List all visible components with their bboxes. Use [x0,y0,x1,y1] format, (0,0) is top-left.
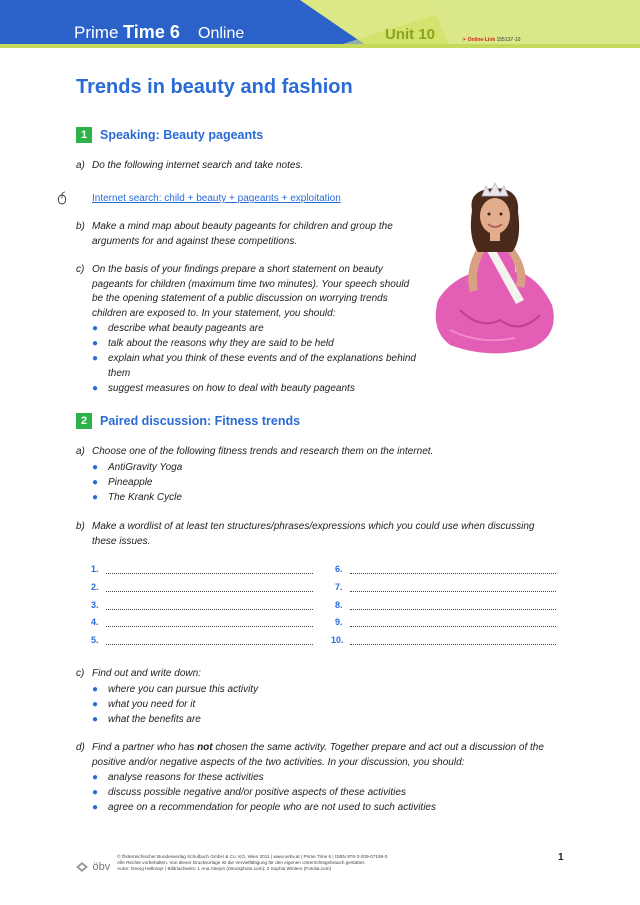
wordlist-number: 9. [335,617,343,627]
page-title: Trends in beauty and fashion [76,76,353,98]
task-2d: d) Find a partner who has not chosen the same activity. Together prepare and act out a discussion of the positive and/or negative aspects of the two activities. In your discussion, you should: ● analyse reasons for these activities ● discuss possible negative and/or positive aspects of these activities ● agree on a recommendation for people who are not used to such activities [76,741,556,815]
wordlist-number: 7. [335,582,343,592]
task-1c: c) On the basis of your findings prepare a short statement on beauty pageants for children (maximum time two minutes). Your speech should be the opening statement of a public discussion on worrying trends children are exposed to. In your statement, you should: ● describe what beauty pageants are ● talk about the reasons why they are said to be held ● explain what you think of these events and of the explanations behind them ● suggest measures on how to deal with beauty pageants [76,264,416,394]
wordlist-input-line[interactable] [106,591,313,592]
section-title: Speaking: Beauty pageants [100,128,264,142]
task-2a: a) Choose one of the following fitness trends and research them on the internet. ● AntiGravity Yoga ● Pineapple ● The Krank Cycle [76,445,556,505]
section-title: Paired discussion: Fitness trends [100,414,301,428]
section-number: 1 [76,127,92,143]
wordlist-input-line[interactable] [350,591,556,592]
publisher-logo-icon [76,862,88,872]
wordlist-number: 10. [331,635,344,645]
footer-copyright: © Österreichischer Bundesverlag Schulbuch GmbH & Co. KG, Wien 2011 | www.oebv.at | Prime Time 6 | ISBN 978-3-209-07159-0 Alle Rechte vorbehalten. Von dieser Druckvorlage ist die Vervielfältigung für den eigenen Unterrichtsgebrauch gestattet. Autor: Georg Hellmayr | Bildnachweis: 1 Ana Abejon (iStockphoto.com); 2 Sophia Winters (Fotolia.com) [117,854,388,872]
wordlist-number: 5. [91,635,99,645]
section-2-heading [76,413,300,429]
beauty-pageant-girl-photo [420,180,562,360]
unit-label: Unit 10 [385,26,436,43]
task-1b: b) Make a mind map about beauty pageants for children and group the arguments for and against these competitions. [76,221,393,247]
list-item: ● talk about the reasons why they are said to be held [92,338,334,349]
header-banner [0,0,640,48]
section-1-heading [76,127,263,143]
wordlist-number: 2. [91,582,99,592]
task-2d-bullets [76,770,556,815]
wordlist-input-line[interactable] [106,626,313,627]
list-item: ● explain what you think of these events and of the explanations behind them [92,353,416,379]
list-item: ● what you need for it [92,698,196,710]
task-2c-bullets [76,682,546,727]
list-item: ● where you can pursue this activity [92,683,259,695]
online-link[interactable]: ✈ Online-Link 155137-10 [462,37,521,43]
list-item: ● The Krank Cycle [92,491,182,503]
list-item: ● describe what beauty pageants are [92,323,264,334]
brand-title: Prime Time 6 [74,22,180,42]
wordlist-number: 4. [91,617,99,627]
mouse-icon [57,191,67,205]
wordlist-number: 1. [91,564,99,574]
section-number: 2 [76,413,92,429]
list-item: ● agree on a recommendation for people who are not used to such activities [92,802,436,813]
emphasis: not [197,742,213,753]
wordlist-number: 6. [335,564,343,574]
list-item: ● analyse reasons for these activities [92,772,264,783]
task-2a-bullets [76,460,556,505]
wordlist-input-line[interactable] [350,626,556,627]
online-label: Online [198,25,245,42]
publisher-logo: öbv [76,858,110,876]
list-item: ● suggest measures on how to deal with beauty pageants [92,383,355,394]
internet-search-link[interactable]: Internet search: child + beauty + pageants + exploitation [92,193,341,204]
wordlist-input-line[interactable] [350,644,556,645]
wordlist-input-line[interactable] [350,609,556,610]
wordlist-input-line[interactable] [106,609,313,610]
wordlist-input-line[interactable] [106,644,313,645]
list-item: ● discuss possible negative and/or positive aspects of these activities [92,787,406,798]
wordlist-input-line[interactable] [106,573,313,574]
task-2c: c) Find out and write down: ● where you can pursue this activity ● what you need for it ● what the benefits are [76,667,546,727]
wordlist-input-line[interactable] [350,573,556,574]
list-item: ● Pineapple [92,476,153,488]
task-2b: b) Make a wordlist of at least ten structures/phrases/expressions which you could use when discussing these issues. [76,521,535,547]
wordlist-number: 8. [335,600,343,610]
task-1c-bullets [76,321,416,396]
wordlist-number: 3. [91,600,99,610]
list-item: ● what the benefits are [92,713,201,725]
page-number: 1 [558,852,564,863]
list-item: ● AntiGravity Yoga [92,461,183,473]
task-1a: a) Do the following internet search and take notes. [76,160,304,171]
